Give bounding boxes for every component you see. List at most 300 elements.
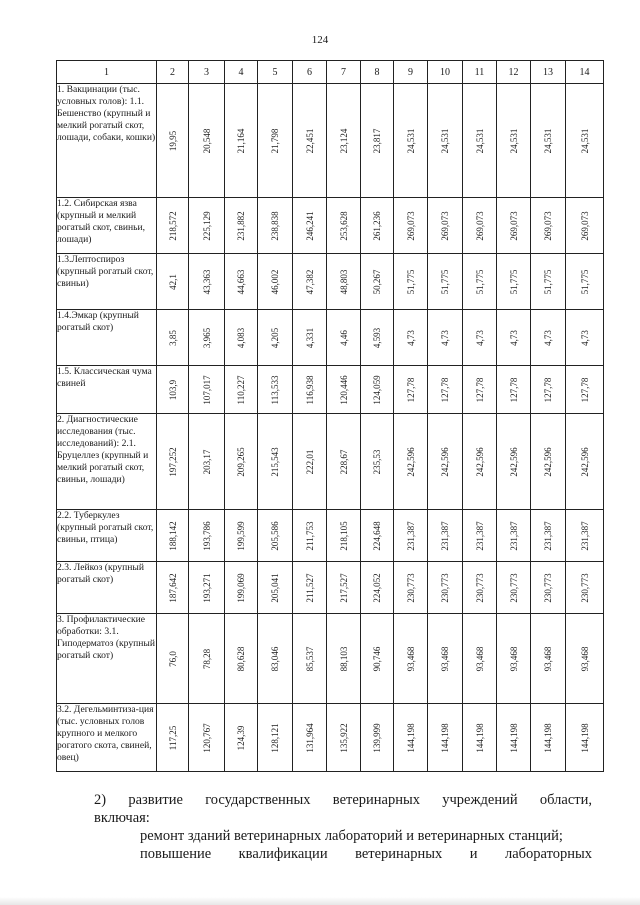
table-cell [327,510,361,562]
table-cell [497,562,531,614]
table-cell [463,84,497,198]
table-cell [189,614,225,704]
table-cell [531,562,566,614]
column-header: 7 [327,61,361,84]
cell-value: 269,073 [543,210,553,241]
cell-value: 228,67 [338,449,349,474]
cell-value: 22,451 [304,128,315,153]
table-cell [361,84,394,198]
cell-value: 51,775 [440,269,450,294]
table-cell [293,310,327,366]
table-cell [258,366,293,414]
cell-value: 103,9 [167,379,178,400]
table-cell [463,198,497,254]
table-cell [293,198,327,254]
column-header: 6 [293,61,327,84]
table-cell [463,366,497,414]
cell-value: 144,198 [543,722,553,753]
table-cell [327,366,361,414]
cell-value: 93,468 [440,646,450,671]
cell-value: 42,1 [167,273,178,290]
cell-value: 242,596 [543,446,553,477]
cell-value: 4,46 [338,329,349,346]
table-cell [225,510,258,562]
row-label: 1.4.Эмкар (крупный рогатый скот) [57,310,157,366]
table-cell [566,704,604,772]
table-cell [293,704,327,772]
cell-value: 51,775 [474,269,485,294]
table-row [57,310,604,366]
header-row [57,61,604,84]
cell-value: 269,073 [405,210,416,241]
table-cell [189,254,225,310]
table-cell [225,254,258,310]
cell-value: 235,53 [372,449,382,474]
cell-value: 4,73 [474,329,485,346]
column-header: 4 [225,61,258,84]
cell-value: 44,663 [236,269,246,294]
cell-value: 83,046 [270,646,280,671]
column-header: 8 [361,61,394,84]
table-cell [394,510,428,562]
table-cell [428,254,463,310]
paragraph-word: ветеринарных [355,846,443,862]
cell-value: 85,537 [304,646,315,671]
column-header: 9 [394,61,428,84]
table-cell [428,414,463,510]
table-cell [531,704,566,772]
cell-value: 127,78 [579,377,590,402]
table-cell [225,562,258,614]
row-label: 1.3.Лептоспироз (крупный рогатый скот, свиньи) [57,254,157,310]
cell-value: 217,527 [338,572,349,603]
cell-value: 211,527 [304,573,315,602]
cell-value: 127,78 [508,377,519,402]
table-cell [361,414,394,510]
table-row [57,704,604,772]
cell-value: 269,073 [579,210,590,241]
cell-value: 230,773 [405,572,416,603]
table-cell [327,310,361,366]
cell-value: 24,531 [405,128,416,153]
table-cell [497,366,531,414]
cell-value: 144,198 [508,722,519,753]
table-cell [258,254,293,310]
cell-value: 51,775 [579,269,590,294]
cell-value: 128,121 [270,722,280,753]
cell-value: 193,271 [201,572,212,603]
cell-value: 21,164 [236,128,246,153]
cell-value: 188,142 [167,520,178,551]
table-row [57,414,604,510]
table-cell [157,310,189,366]
table-cell [394,310,428,366]
table-cell [189,510,225,562]
cell-value: 193,786 [201,520,212,551]
table-cell [394,614,428,704]
table-cell [497,704,531,772]
table-cell [361,254,394,310]
table-cell [293,510,327,562]
cell-value: 242,596 [508,446,519,477]
cell-value: 231,882 [236,210,246,241]
table-cell [428,198,463,254]
paragraph-line: 2) развитие государственных ветеринарных учреждений области, [94,792,592,808]
cell-value: 80,628 [236,646,246,671]
cell-value: 120,767 [201,722,212,753]
table-cell [428,510,463,562]
table-cell [497,84,531,198]
table-row [57,510,604,562]
table-cell [327,84,361,198]
cell-value: 20,548 [201,128,212,153]
table-cell [293,414,327,510]
table-cell [361,562,394,614]
table-cell [463,704,497,772]
table-cell [293,366,327,414]
paragraph-word: квалификации [238,846,328,862]
cell-value: 231,387 [579,520,590,551]
cell-value: 135,922 [338,722,349,753]
table-cell [531,614,566,704]
cell-value: 242,596 [405,446,416,477]
table-cell [189,84,225,198]
cell-value: 238,838 [270,210,280,241]
cell-value: 48,803 [338,269,349,294]
cell-value: 199,069 [236,572,246,603]
cell-value: 187,642 [167,572,178,603]
table-cell [361,510,394,562]
cell-value: 261,236 [372,210,382,241]
column-header: 12 [497,61,531,84]
column-header: 1 [57,61,157,84]
column-header: 3 [189,61,225,84]
cell-value: 4,73 [579,329,590,346]
row-label: 1. Вакцинации (тыс. условных голов): 1.1. Бешенство (крупный и мелкий рогатый скот, лошади, собаки, кошки) [57,84,157,198]
table-cell [157,510,189,562]
column-header: 5 [258,61,293,84]
table-cell [189,198,225,254]
table-cell [428,310,463,366]
table-cell [225,366,258,414]
table-cell [157,704,189,772]
cell-value: 209,265 [236,446,246,477]
table-cell [258,704,293,772]
table-cell [258,84,293,198]
table-cell [361,704,394,772]
table-row [57,198,604,254]
cell-value: 222,01 [304,449,315,474]
cell-value: 230,773 [440,572,450,603]
cell-value: 4,73 [405,329,416,346]
table-cell [258,310,293,366]
cell-value: 144,198 [405,722,416,753]
cell-value: 211,753 [304,521,315,550]
cell-value: 51,775 [543,269,553,294]
cell-value: 205,041 [270,572,280,603]
table-cell [157,366,189,414]
cell-value: 24,531 [543,128,553,153]
table-cell [566,84,604,198]
cell-value: 124,059 [372,374,382,405]
paragraph-word: и [469,846,478,862]
cell-value: 231,387 [440,520,450,551]
table-cell [463,310,497,366]
table-cell [258,414,293,510]
table-cell [394,84,428,198]
table-cell [566,414,604,510]
paragraph-word: повышение [140,846,212,862]
cell-value: 4,593 [372,327,382,348]
row-label: 2.2. Туберкулез (крупный рогатый скот, свиньи, птица) [57,510,157,562]
cell-value: 3,85 [167,329,178,346]
table-cell [293,614,327,704]
row-label: 3.2. Дегельминтиза-ция (тыс. условных голов крупного и мелкого рогатого скота, свиней, овец) [57,704,157,772]
row-label: 3. Профилактические обработки: 3.1. Гиподерматоз (крупный рогатый скот) [57,614,157,704]
table-cell [566,562,604,614]
row-label: 2.3. Лейкоз (крупный рогатый скот) [57,562,157,614]
cell-value: 116,938 [304,375,315,404]
cell-value: 203,17 [201,449,212,474]
cell-value: 93,468 [405,646,416,671]
cell-value: 107,017 [201,374,212,405]
table-cell [394,414,428,510]
table-cell [293,84,327,198]
table-cell [497,414,531,510]
data-table [56,60,604,772]
column-header: 11 [463,61,497,84]
cell-value: 131,964 [304,722,315,753]
cell-value: 4,331 [304,327,315,348]
table-cell [258,562,293,614]
table-cell [531,366,566,414]
table-cell [225,414,258,510]
table-cell [497,254,531,310]
cell-value: 78,28 [201,648,212,669]
table-cell [361,310,394,366]
cell-value: 110,227 [236,375,246,404]
page-number: 124 [311,34,329,46]
table-cell [225,704,258,772]
cell-value: 88,103 [338,646,349,671]
cell-value: 144,198 [474,722,485,753]
cell-value: 231,387 [474,520,485,551]
table-cell [394,562,428,614]
table-cell [157,614,189,704]
table-cell [225,310,258,366]
table-row [57,562,604,614]
table-cell [327,198,361,254]
table-row [57,254,604,310]
cell-value: 269,073 [474,210,485,241]
column-header: 14 [566,61,604,84]
row-label: 2. Диагностические исследования (тыс. исследований): 2.1. Бруцеллез (крупный и мелкий рогатый скот, свиньи, лошади) [57,414,157,510]
table-cell [566,198,604,254]
table-cell [463,254,497,310]
table-cell [497,310,531,366]
paragraph-line [140,845,592,863]
cell-value: 43,363 [201,269,212,294]
cell-value: 230,773 [543,572,553,603]
cell-value: 4,73 [508,329,519,346]
cell-value: 117,25 [167,725,178,750]
cell-value: 246,241 [304,210,315,241]
table-cell [293,562,327,614]
table-cell [428,614,463,704]
cell-value: 23,817 [372,128,382,153]
cell-value: 127,78 [543,377,553,402]
cell-value: 4,205 [270,327,280,348]
cell-value: 230,773 [508,572,519,603]
table-cell [225,614,258,704]
cell-value: 51,775 [508,269,519,294]
table-cell [189,704,225,772]
cell-value: 269,073 [440,210,450,241]
cell-value: 139,999 [372,722,382,753]
table-cell [225,198,258,254]
table-cell [258,510,293,562]
cell-value: 76,0 [167,650,178,667]
table-cell [428,84,463,198]
cell-value: 90,746 [372,646,382,671]
cell-value: 21,798 [270,128,280,153]
cell-value: 24,531 [474,128,485,153]
cell-value: 4,73 [543,329,553,346]
table-cell [157,254,189,310]
cell-value: 4,73 [440,329,450,346]
cell-value: 93,468 [543,646,553,671]
table-cell [497,198,531,254]
table-cell [225,84,258,198]
cell-value: 218,572 [167,210,178,241]
cell-value: 242,596 [440,446,450,477]
table-cell [394,704,428,772]
table-cell [531,198,566,254]
cell-value: 19,95 [167,130,178,151]
cell-value: 46,002 [270,269,280,294]
cell-value: 218,105 [338,520,349,551]
paragraph-line: ремонт зданий ветеринарных лабораторий и ветеринарных станций; [140,828,563,844]
table-cell [531,84,566,198]
table-cell [428,562,463,614]
table-cell [428,704,463,772]
table-cell [463,562,497,614]
table-body [57,84,604,772]
table-cell [258,614,293,704]
table-cell [361,366,394,414]
cell-value: 224,648 [372,520,382,551]
cell-value: 24,531 [440,128,450,153]
cell-value: 3,965 [201,327,212,348]
cell-value: 127,78 [405,377,416,402]
cell-value: 242,596 [579,446,590,477]
table-cell [327,254,361,310]
cell-value: 93,468 [579,646,590,671]
table-cell [189,414,225,510]
cell-value: 124,39 [236,725,246,750]
paragraph-word: лабораторных [504,846,592,862]
table-cell [531,254,566,310]
table-cell [189,562,225,614]
cell-value: 23,124 [338,128,349,153]
table-row [57,614,604,704]
cell-value: 269,073 [508,210,519,241]
column-header: 10 [428,61,463,84]
table-cell [566,614,604,704]
table-cell [327,614,361,704]
table-cell [157,84,189,198]
table-cell [157,562,189,614]
table-cell [463,510,497,562]
table-cell [293,254,327,310]
scan-edge [0,897,640,905]
table-cell [463,614,497,704]
cell-value: 242,596 [474,446,485,477]
cell-value: 231,387 [405,520,416,551]
table-cell [361,614,394,704]
table-row [57,84,604,198]
cell-value: 215,543 [270,446,280,477]
cell-value: 231,387 [508,520,519,551]
table-cell [361,198,394,254]
cell-value: 50,267 [372,269,382,294]
table-cell [463,414,497,510]
cell-value: 230,773 [474,572,485,603]
table-row [57,366,604,414]
cell-value: 4,083 [236,327,246,348]
cell-value: 127,78 [440,377,450,402]
cell-value: 144,198 [440,722,450,753]
cell-value: 224,052 [372,572,382,603]
table-cell [157,198,189,254]
table-cell [531,310,566,366]
table-cell [394,198,428,254]
table-cell [189,366,225,414]
cell-value: 120,446 [338,374,349,405]
paragraph-line: включая: [94,810,150,826]
row-label: 1.5. Классическая чума свиней [57,366,157,414]
table-cell [394,366,428,414]
table-cell [566,366,604,414]
table-cell [566,310,604,366]
table-cell [531,510,566,562]
cell-value: 24,531 [508,128,519,153]
table-cell [157,414,189,510]
table-cell [428,366,463,414]
cell-value: 127,78 [474,377,485,402]
table-cell [327,414,361,510]
cell-value: 231,387 [543,520,553,551]
table-cell [189,310,225,366]
cell-value: 47,382 [304,269,315,294]
table-cell [258,198,293,254]
table-cell [394,254,428,310]
cell-value: 230,773 [579,572,590,603]
cell-value: 24,531 [579,128,590,153]
cell-value: 199,599 [236,520,246,551]
table-cell [531,414,566,510]
cell-value: 93,468 [474,646,485,671]
cell-value: 144,198 [579,722,590,753]
table-cell [566,510,604,562]
cell-value: 253,628 [338,210,349,241]
table-cell [497,510,531,562]
table-cell [497,614,531,704]
cell-value: 51,775 [405,269,416,294]
table-cell [327,704,361,772]
table-cell [327,562,361,614]
cell-value: 197,252 [167,446,178,477]
